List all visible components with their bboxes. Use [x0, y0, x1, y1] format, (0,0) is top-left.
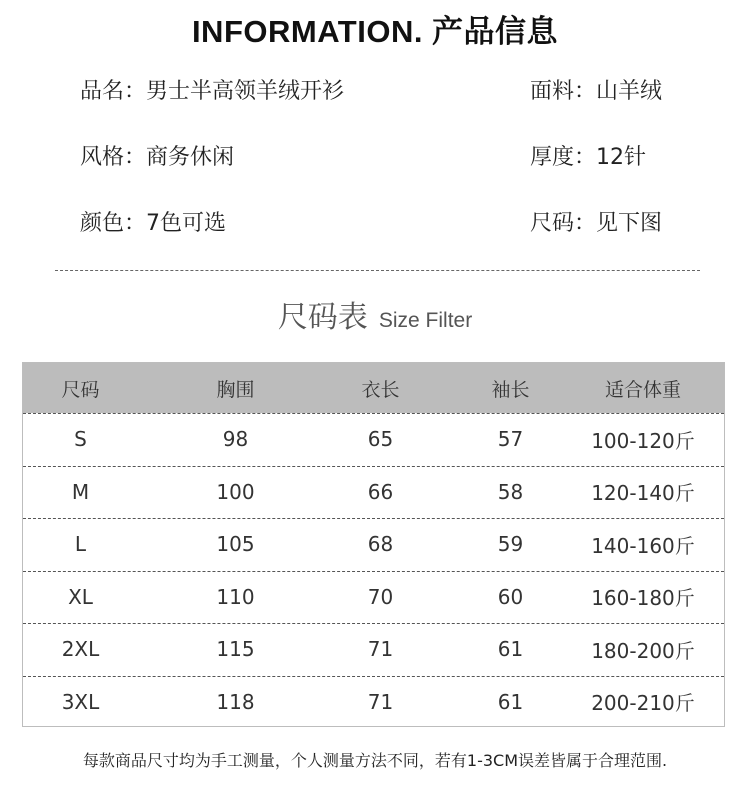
cell-size: 2XL [61, 637, 100, 662]
info-row [0, 140, 750, 174]
cell-sleeve: 60 [497, 584, 524, 609]
cell-length: 66 [367, 479, 394, 504]
cell-length: 68 [367, 532, 394, 557]
table-row [23, 623, 724, 676]
cell-sleeve: 59 [497, 532, 524, 557]
cell-chest: 118 [216, 689, 255, 714]
fabric: 面料：山羊绒 [530, 79, 663, 104]
table-row [23, 466, 724, 519]
cell-sleeve: 61 [497, 689, 524, 714]
cell-size: L [74, 532, 87, 557]
cell-weight: 160-180斤 [591, 586, 695, 611]
table-header [23, 363, 724, 413]
info-row [0, 74, 750, 108]
table-row [23, 571, 724, 624]
cell-chest: 115 [216, 637, 255, 662]
table-row [23, 518, 724, 571]
cell-weight: 100-120斤 [591, 428, 695, 453]
cell-size: XL [68, 584, 93, 609]
header-length: 衣长 [361, 378, 400, 401]
page-title: INFORMATION. 产品信息 [191, 14, 559, 49]
cell-sleeve: 57 [497, 427, 524, 452]
header-chest: 胸围 [216, 378, 255, 401]
cell-size: M [71, 479, 90, 504]
product-name: 品名：男士半高领羊绒开衫 [80, 79, 345, 104]
cell-chest: 105 [216, 532, 255, 557]
size-info: 尺码：见下图 [530, 211, 663, 236]
cell-length: 65 [367, 427, 394, 452]
cell-length: 71 [367, 689, 394, 714]
cell-weight: 200-210斤 [591, 691, 695, 716]
header-sleeve: 袖长 [491, 378, 530, 401]
style: 风格：商务休闲 [80, 145, 235, 170]
cell-sleeve: 58 [497, 479, 524, 504]
table-row [23, 413, 724, 466]
thickness: 厚度：12针 [530, 145, 646, 170]
size-table [22, 362, 725, 727]
cell-chest: 110 [216, 584, 255, 609]
cell-weight: 140-160斤 [591, 533, 695, 558]
table-row [23, 676, 724, 729]
footnote: 每款商品尺寸均为手工测量，个人测量方法不同，若有1-3CM误差皆属于合理范围. [82, 751, 668, 770]
cell-chest: 98 [222, 427, 249, 452]
cell-size: S [74, 427, 87, 452]
cell-chest: 100 [216, 479, 255, 504]
info-row [0, 206, 750, 240]
cell-size: 3XL [61, 689, 100, 714]
cell-weight: 120-140斤 [591, 481, 695, 506]
section-title-en: Size Filter [378, 309, 473, 332]
colors: 颜色：7色可选 [80, 211, 226, 236]
cell-sleeve: 61 [497, 637, 524, 662]
cell-length: 70 [367, 584, 394, 609]
cell-weight: 180-200斤 [591, 638, 695, 663]
header-size: 尺码 [61, 378, 100, 401]
dashed-divider [55, 270, 700, 271]
section-title-zh: 尺码表 [277, 300, 368, 335]
header-weight: 适合体重 [604, 378, 681, 401]
cell-length: 71 [367, 637, 394, 662]
section-title [0, 292, 750, 336]
